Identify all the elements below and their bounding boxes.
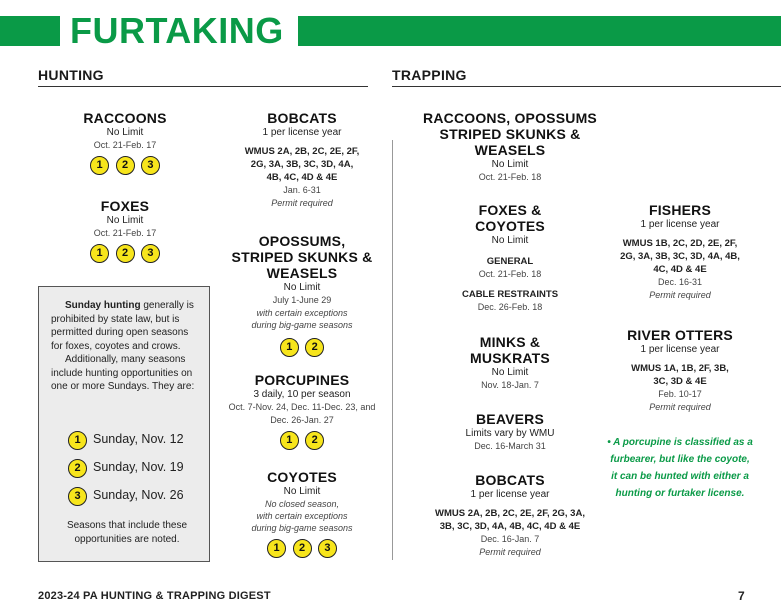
bag-limit: 3 daily, 10 per season (253, 389, 351, 400)
bag-limit: No Limit (491, 159, 529, 170)
trapping-bobcats (405, 472, 615, 558)
species-name: BOBCATS (267, 110, 337, 126)
wmu-list: 3C, 3D & 4E (653, 376, 707, 387)
wmu-list: 3B, 3C, 3D, 4A, 4B, 4C, 4D & 4E (439, 521, 581, 532)
species-name: BOBCATS (475, 472, 545, 488)
species-name: COYOTES (267, 469, 337, 485)
trapping-heading: TRAPPING (392, 67, 467, 83)
note-line: hunting or furtaker license. (615, 488, 745, 499)
season-dates: Oct. 21-Feb. 17 (93, 140, 157, 150)
species-name: RACCOONS (83, 110, 167, 126)
species-name: MINKS & (479, 334, 541, 350)
sunday-badges (60, 155, 190, 175)
season-dates: Jan. 6-31 (283, 185, 321, 195)
season-dates: Dec. 16-Jan. 7 (480, 534, 540, 544)
sunday-badge: 1 (267, 539, 286, 558)
season-dates: Dec. 26-Jan. 27 (270, 415, 334, 425)
season-dates: Oct. 21-Feb. 18 (478, 172, 542, 182)
sunday-badges (212, 430, 392, 450)
porcupine-note (600, 434, 760, 502)
permit-note: Permit required (649, 402, 711, 412)
wmu-list: WMUS 2A, 2B, 2C, 2E, 2F, 2G, 3A, (435, 508, 585, 519)
season-dates: Feb. 10-17 (658, 389, 702, 399)
species-name: STRIPED SKUNKS & (231, 249, 373, 265)
wmu-list: WMUS 1A, 1B, 2F, 3B, (631, 363, 729, 374)
sunday-badge: 1 (90, 244, 109, 263)
column-divider (392, 140, 393, 560)
note-line: • A porcupine is classified as a (607, 437, 753, 448)
page-title: FURTAKING (70, 10, 284, 51)
title-bar-right (298, 16, 781, 46)
hunting-raccoons (60, 110, 190, 175)
sunday-badge: 2 (116, 156, 135, 175)
bag-limit: 1 per license year (640, 344, 720, 355)
hunting-rule (38, 86, 368, 87)
sunday-list (67, 429, 184, 506)
sunday-date: Sunday, Nov. 26 (93, 488, 184, 502)
bag-limit: No Limit (283, 282, 321, 293)
wmu-list: 4B, 4C, 4D & 4E (266, 172, 338, 183)
species-name: BEAVERS (475, 411, 545, 427)
wmu-list: 2G, 3A, 3B, 3C, 3D, 4A, 4B, (620, 251, 740, 262)
method-label: GENERAL (486, 256, 534, 267)
sunday-day (67, 457, 184, 478)
bag-limit: No Limit (491, 367, 529, 378)
sunday-hunting-box (38, 286, 210, 562)
season-note: No closed season, (264, 499, 340, 509)
species-name: MUSKRATS (470, 350, 550, 366)
sunday-badge: 3 (141, 156, 160, 175)
sunday-intro-rest: generally is prohibited by state law, but is permitted during open seasons for foxes, coyotes and crows. (51, 300, 194, 352)
bag-limit: No Limit (106, 215, 144, 226)
bag-limit: 1 per license year (470, 489, 550, 500)
trapping-raccoons (405, 110, 615, 184)
trapping-fishers (605, 202, 755, 301)
note-line: it can be hunted with either a (611, 471, 749, 482)
title-bar-left (0, 16, 60, 46)
sunday-badge: 2 (116, 244, 135, 263)
sunday-additional: Additionally, many seasons include hunting opportunities on one or more Sundays. They are: (51, 354, 195, 392)
sunday-badge: 3 (141, 244, 160, 263)
trapping-beavers (440, 411, 580, 453)
note-line: furbearer, but like the coyote, (610, 454, 750, 465)
season-dates: Dec. 16-March 31 (474, 441, 546, 451)
sunday-date: Sunday, Nov. 19 (93, 460, 184, 474)
sunday-badge: 2 (293, 539, 312, 558)
sunday-badge: 1 (280, 338, 299, 357)
bag-limit: 1 per license year (262, 127, 342, 138)
method-label: CABLE RESTRAINTS (461, 289, 559, 300)
season-dates: Nov. 18-Jan. 7 (481, 380, 539, 390)
species-name: RIVER OTTERS (627, 327, 733, 343)
permit-note: Permit required (271, 198, 333, 208)
species-name: OPOSSUMS, (258, 233, 346, 249)
wmu-list: WMUS 1B, 2C, 2D, 2E, 2F, (622, 238, 738, 249)
species-name: STRIPED SKUNKS & (439, 126, 581, 142)
sunday-lead: Sunday hunting (65, 300, 141, 311)
bag-limit: No Limit (283, 486, 321, 497)
hunting-opossums (222, 233, 382, 357)
sunday-badge: 1 (90, 156, 109, 175)
bag-limit: Limits vary by WMU (465, 428, 555, 439)
season-dates: Oct. 21-Feb. 17 (93, 228, 157, 238)
season-note: during big-game seasons (251, 320, 353, 330)
hunting-foxes (60, 198, 190, 263)
season-dates: Dec. 26-Feb. 18 (477, 302, 543, 312)
permit-note: Permit required (649, 290, 711, 300)
trapping-foxes (440, 202, 580, 314)
season-note: with certain exceptions (256, 308, 348, 318)
bag-limit: No Limit (491, 235, 529, 246)
wmu-list: WMUS 2A, 2B, 2C, 2E, 2F, (244, 146, 360, 157)
hunting-porcupines (212, 372, 392, 450)
sunday-badge: 2 (305, 431, 324, 450)
species-name: WEASELS (266, 265, 338, 281)
species-name: FOXES & (478, 202, 542, 218)
sunday-badges (222, 337, 382, 357)
footer-title: 2023-24 PA HUNTING & TRAPPING DIGEST (38, 590, 271, 602)
trapping-minks (440, 334, 580, 392)
bag-limit: 1 per license year (640, 219, 720, 230)
bag-limit: No Limit (106, 127, 144, 138)
wmu-list: 4C, 4D & 4E (653, 264, 707, 275)
hunting-bobcats (222, 110, 382, 209)
sunday-badge: 1 (68, 431, 87, 450)
wmu-list: 2G, 3A, 3B, 3C, 3D, 4A, (250, 159, 354, 170)
page-number: 7 (738, 589, 745, 603)
trapping-rule (392, 86, 781, 87)
species-name: WEASELS (474, 142, 546, 158)
season-dates: Oct. 7-Nov. 24, Dec. 11-Dec. 23, and (228, 402, 376, 412)
species-name: FOXES (100, 198, 150, 214)
season-dates: Oct. 21-Feb. 18 (478, 269, 542, 279)
permit-note: Permit required (479, 547, 541, 557)
sunday-date: Sunday, Nov. 12 (93, 432, 184, 446)
sunday-badges (222, 538, 382, 558)
season-dates: July 1-June 29 (272, 295, 332, 305)
species-name: PORCUPINES (254, 372, 350, 388)
hunting-heading: HUNTING (38, 67, 104, 83)
sunday-intro (51, 299, 201, 353)
season-dates: Dec. 16-31 (657, 277, 703, 287)
species-name: RACCOONS, OPOSSUMS (423, 110, 597, 126)
sunday-badges (60, 243, 190, 263)
species-name: COYOTES (475, 218, 545, 234)
sunday-day (67, 485, 184, 506)
sunday-badge: 2 (305, 338, 324, 357)
sunday-badge: 1 (280, 431, 299, 450)
sunday-day (67, 429, 184, 450)
trapping-otters (605, 327, 755, 413)
season-note: during big-game seasons (251, 523, 353, 533)
species-name: FISHERS (648, 202, 712, 218)
sunday-badge: 3 (68, 487, 87, 506)
sunday-badge: 2 (68, 459, 87, 478)
sunday-footnote: Seasons that include these opportunities are noted. (66, 520, 188, 545)
hunting-coyotes (222, 469, 382, 558)
season-note: with certain exceptions (256, 511, 348, 521)
sunday-badge: 3 (318, 539, 337, 558)
